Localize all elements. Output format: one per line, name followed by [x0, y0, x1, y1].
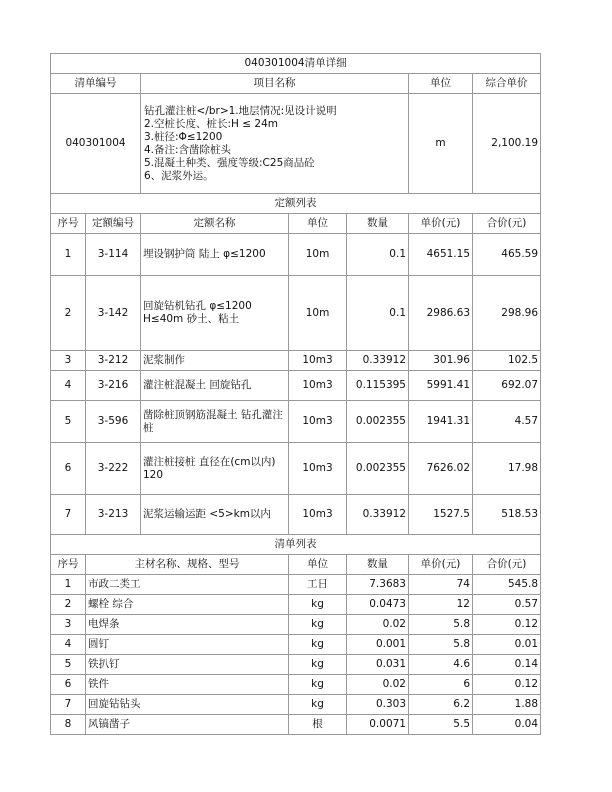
quota-price: 1941.31	[409, 401, 473, 443]
material-price: 6.2	[409, 695, 473, 715]
quota-price: 301.96	[409, 351, 473, 371]
quota-price: 4651.15	[409, 234, 473, 276]
material-qty: 0.303	[347, 695, 409, 715]
material-qty: 0.001	[347, 635, 409, 655]
quota-price: 5991.41	[409, 371, 473, 401]
material-unit: kg	[289, 595, 347, 615]
material-header-name: 主材名称、规格、型号	[86, 555, 289, 575]
table-title: 040301004清单详细	[51, 54, 541, 74]
quota-name: 泥浆运输运距 <5>km以内	[141, 495, 289, 535]
bill-code: 040301004	[51, 94, 141, 194]
quota-no: 3	[51, 351, 86, 371]
quota-qty: 0.33912	[347, 351, 409, 371]
material-unit: kg	[289, 635, 347, 655]
quota-total: 692.07	[473, 371, 541, 401]
quota-section-title: 定额列表	[51, 194, 541, 214]
quota-header-no: 序号	[51, 214, 86, 234]
quota-price: 2986.63	[409, 276, 473, 351]
quota-name: 埋设钢护筒 陆上 φ≤1200	[141, 234, 289, 276]
quota-row	[51, 234, 541, 276]
material-name: 市政二类工	[86, 575, 289, 595]
quota-header-code: 定额编号	[86, 214, 141, 234]
quota-header-total: 合价(元)	[473, 214, 541, 234]
material-header-unit: 单位	[289, 555, 347, 575]
header-bill-code: 清单编号	[51, 74, 141, 94]
bill-header-row	[51, 74, 541, 94]
quota-row	[51, 495, 541, 535]
quota-header-qty: 数量	[347, 214, 409, 234]
material-unit: kg	[289, 655, 347, 675]
header-unit-price: 综合单价	[473, 74, 541, 94]
quota-total: 298.96	[473, 276, 541, 351]
quota-name: 灌注桩接桩 直径在(cm以内) 120	[141, 443, 289, 495]
material-unit: 工日	[289, 575, 347, 595]
material-name: 螺栓 综合	[86, 595, 289, 615]
bill-price: 2,100.19	[473, 94, 541, 194]
material-name: 风镐凿子	[86, 715, 289, 735]
material-price: 5.8	[409, 635, 473, 655]
desc-line: 钻孔灌注桩</br>1.地层情况:见设计说明	[144, 104, 337, 117]
quota-name: 泥浆制作	[141, 351, 289, 371]
material-row	[51, 595, 541, 615]
material-price: 6	[409, 675, 473, 695]
desc-line: 4.备注:含凿除桩头	[144, 143, 232, 156]
quota-total: 465.59	[473, 234, 541, 276]
material-section-title: 清单列表	[51, 535, 541, 555]
quota-code: 3-213	[86, 495, 141, 535]
quota-unit: 10m	[289, 276, 347, 351]
quota-no: 4	[51, 371, 86, 401]
material-price: 4.6	[409, 655, 473, 675]
quota-unit: 10m3	[289, 351, 347, 371]
material-qty: 0.031	[347, 655, 409, 675]
material-price: 5.8	[409, 615, 473, 635]
material-no: 1	[51, 575, 86, 595]
material-row	[51, 635, 541, 655]
material-header-qty: 数量	[347, 555, 409, 575]
quota-code: 3-114	[86, 234, 141, 276]
desc-line: 2.空桩长度、桩长:H ≤ 24m	[144, 117, 279, 130]
quota-price: 1527.5	[409, 495, 473, 535]
material-total: 0.01	[473, 635, 541, 655]
quota-row	[51, 401, 541, 443]
material-unit: kg	[289, 695, 347, 715]
quota-no: 1	[51, 234, 86, 276]
quota-total: 518.53	[473, 495, 541, 535]
desc-line: 3.桩径:Φ≤1200	[144, 130, 223, 143]
quota-qty: 0.002355	[347, 443, 409, 495]
material-row	[51, 695, 541, 715]
material-header-no: 序号	[51, 555, 86, 575]
material-header-total: 合价(元)	[473, 555, 541, 575]
material-qty: 0.0071	[347, 715, 409, 735]
quota-qty: 0.33912	[347, 495, 409, 535]
quota-unit: 10m3	[289, 401, 347, 443]
material-name: 铁扒钉	[86, 655, 289, 675]
quota-qty: 0.002355	[347, 401, 409, 443]
material-name: 电焊条	[86, 615, 289, 635]
bill-description	[141, 94, 409, 194]
material-no: 5	[51, 655, 86, 675]
quota-name: 灌注桩混凝土 回旋钻孔	[141, 371, 289, 401]
material-price: 74	[409, 575, 473, 595]
desc-line: 6、泥浆外运。	[144, 169, 214, 182]
material-unit: kg	[289, 675, 347, 695]
quota-no: 6	[51, 443, 86, 495]
quota-unit: 10m	[289, 234, 347, 276]
quota-row	[51, 351, 541, 371]
quota-unit: 10m3	[289, 495, 347, 535]
material-row	[51, 675, 541, 695]
material-row	[51, 575, 541, 595]
quota-price: 7626.02	[409, 443, 473, 495]
material-no: 7	[51, 695, 86, 715]
material-price: 12	[409, 595, 473, 615]
material-no: 6	[51, 675, 86, 695]
material-qty: 0.02	[347, 675, 409, 695]
quota-no: 2	[51, 276, 86, 351]
material-no: 4	[51, 635, 86, 655]
quota-header-name: 定额名称	[141, 214, 289, 234]
quota-row	[51, 443, 541, 495]
quota-name: 凿除桩顶钢筋混凝土 钻孔灌注桩	[141, 401, 289, 443]
bill-unit: m	[409, 94, 473, 194]
material-total: 1.88	[473, 695, 541, 715]
quota-row	[51, 371, 541, 401]
quota-total: 17.98	[473, 443, 541, 495]
quota-section-row	[51, 194, 541, 214]
quota-total: 4.57	[473, 401, 541, 443]
quota-code: 3-212	[86, 351, 141, 371]
bill-detail-table	[50, 53, 541, 735]
material-section-row	[51, 535, 541, 555]
material-name: 回旋钻钻头	[86, 695, 289, 715]
material-name: 圆钉	[86, 635, 289, 655]
quota-header-price: 单价(元)	[409, 214, 473, 234]
material-row	[51, 715, 541, 735]
quota-unit: 10m3	[289, 371, 347, 401]
material-total: 545.8	[473, 575, 541, 595]
desc-line: 5.混凝土种类、强度等级:C25商品砼	[144, 156, 315, 169]
material-total: 0.14	[473, 655, 541, 675]
header-item-name: 项目名称	[141, 74, 409, 94]
material-no: 2	[51, 595, 86, 615]
material-no: 3	[51, 615, 86, 635]
bill-row	[51, 94, 541, 194]
material-header-price: 单价(元)	[409, 555, 473, 575]
material-total: 0.12	[473, 615, 541, 635]
material-name: 铁件	[86, 675, 289, 695]
quota-header-row	[51, 214, 541, 234]
material-no: 8	[51, 715, 86, 735]
quota-no: 7	[51, 495, 86, 535]
quota-header-unit: 单位	[289, 214, 347, 234]
material-unit: kg	[289, 615, 347, 635]
quota-unit: 10m3	[289, 443, 347, 495]
material-qty: 7.3683	[347, 575, 409, 595]
quota-qty: 0.1	[347, 234, 409, 276]
quota-qty: 0.115395	[347, 371, 409, 401]
material-qty: 0.0473	[347, 595, 409, 615]
material-row	[51, 615, 541, 635]
quota-no: 5	[51, 401, 86, 443]
header-unit: 单位	[409, 74, 473, 94]
material-total: 0.12	[473, 675, 541, 695]
title-row	[51, 54, 541, 74]
material-unit: 根	[289, 715, 347, 735]
quota-name: 回旋钻机钻孔 φ≤1200 H≤40m 砂土、粘土	[141, 276, 289, 351]
quota-code: 3-596	[86, 401, 141, 443]
material-price: 5.5	[409, 715, 473, 735]
quota-qty: 0.1	[347, 276, 409, 351]
quota-code: 3-142	[86, 276, 141, 351]
material-total: 0.04	[473, 715, 541, 735]
material-header-row	[51, 555, 541, 575]
quota-code: 3-216	[86, 371, 141, 401]
quota-code: 3-222	[86, 443, 141, 495]
material-total: 0.57	[473, 595, 541, 615]
material-qty: 0.02	[347, 615, 409, 635]
quota-total: 102.5	[473, 351, 541, 371]
quota-row	[51, 276, 541, 351]
material-row	[51, 655, 541, 675]
